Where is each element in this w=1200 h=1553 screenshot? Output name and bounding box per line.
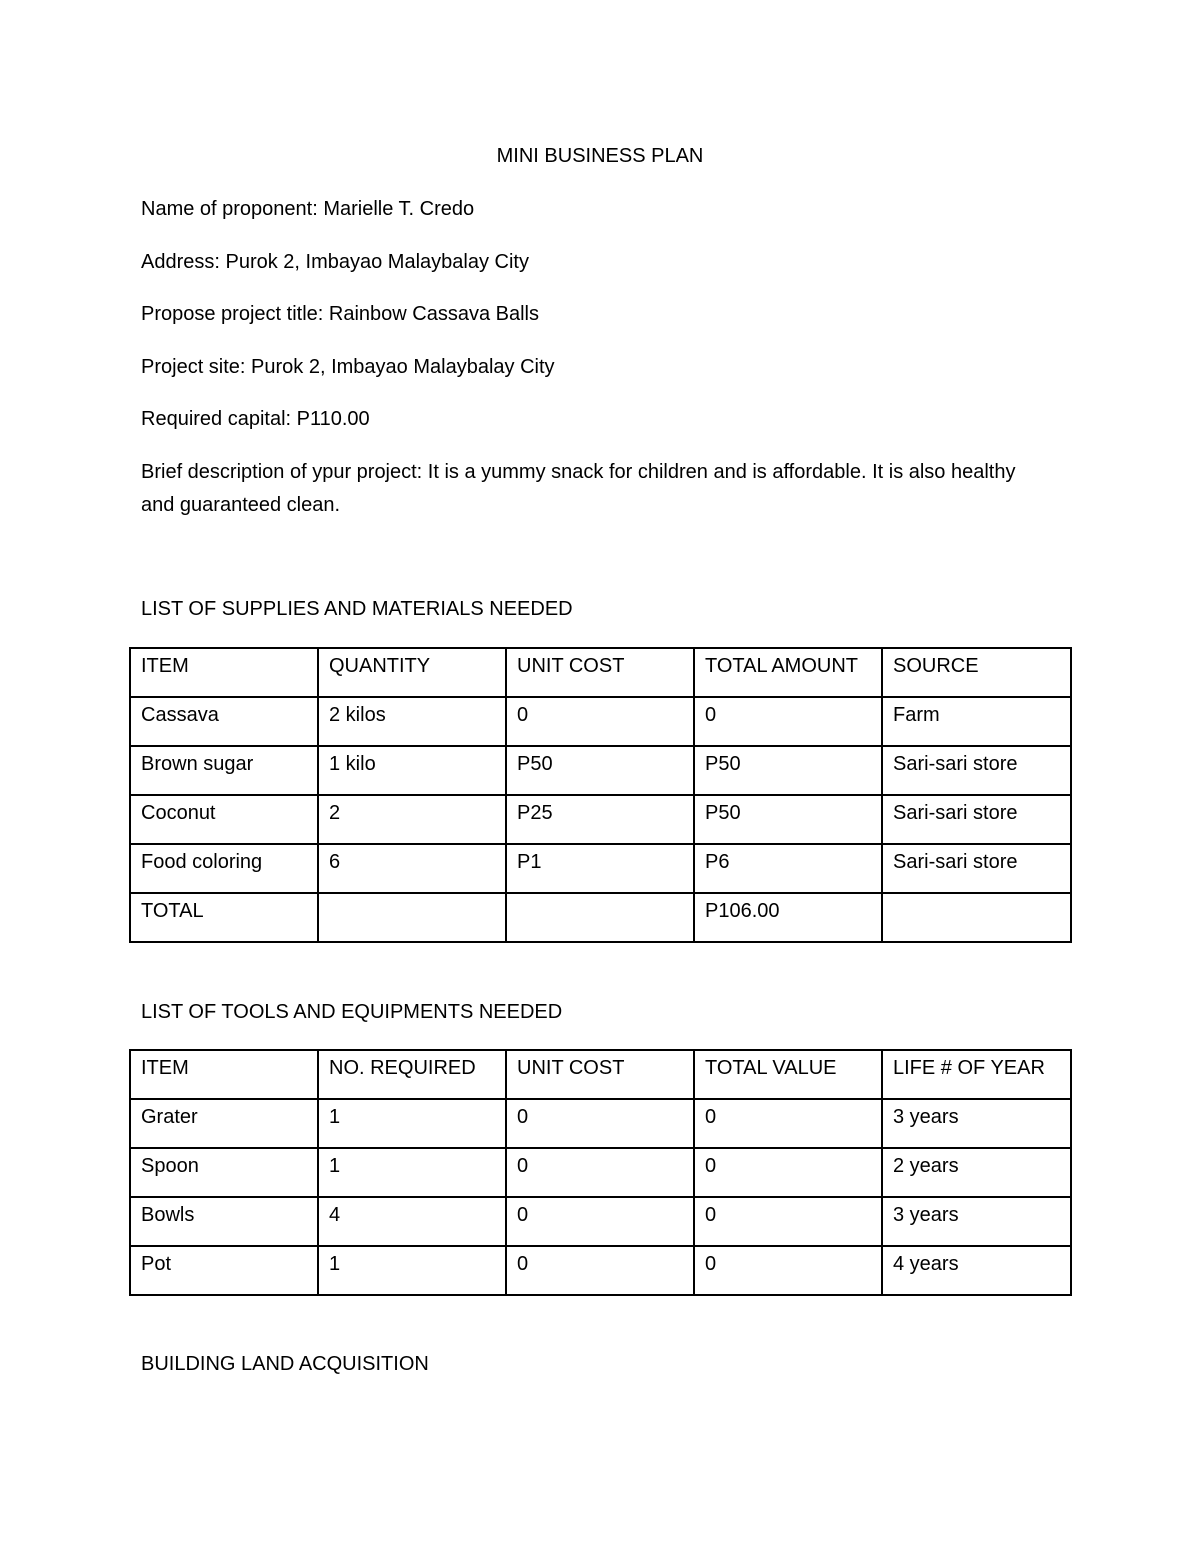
supplies-heading: LIST OF SUPPLIES AND MATERIALS NEEDED	[141, 598, 573, 620]
table-cell: Brown sugar	[130, 746, 318, 795]
table-cell: P106.00	[694, 893, 882, 942]
table-cell: Food coloring	[130, 844, 318, 893]
table-row	[130, 1099, 1071, 1148]
table-cell: 0	[694, 1148, 882, 1197]
table-cell: 1	[318, 1099, 506, 1148]
header-cell: NO. REQUIRED	[318, 1050, 506, 1099]
table-row	[130, 1246, 1071, 1295]
table-cell: Cassava	[130, 697, 318, 746]
table-cell: 0	[694, 1246, 882, 1295]
header-cell: TOTAL VALUE	[694, 1050, 882, 1099]
address: Address: Purok 2, Imbayao Malaybalay City	[141, 251, 529, 273]
table-cell: 3 years	[882, 1099, 1071, 1148]
table-cell: 0	[506, 1197, 694, 1246]
header-cell: ITEM	[130, 1050, 318, 1099]
table-cell: 2 kilos	[318, 697, 506, 746]
table-cell: 6	[318, 844, 506, 893]
table-row	[130, 1197, 1071, 1246]
required-capital: Required capital: P110.00	[141, 408, 370, 430]
header-cell: LIFE # OF YEAR	[882, 1050, 1071, 1099]
table-cell: P25	[506, 795, 694, 844]
table-cell	[882, 893, 1071, 942]
table-cell	[506, 893, 694, 942]
project-site: Project site: Purok 2, Imbayao Malaybalay City	[141, 356, 555, 378]
table-cell: 0	[694, 1099, 882, 1148]
table-cell: 3 years	[882, 1197, 1071, 1246]
table-cell: Sari-sari store	[882, 746, 1071, 795]
table-cell: Bowls	[130, 1197, 318, 1246]
table-cell: P50	[506, 746, 694, 795]
table-cell: P50	[694, 746, 882, 795]
table-cell: TOTAL	[130, 893, 318, 942]
building-heading: BUILDING LAND ACQUISITION	[141, 1353, 429, 1375]
table-cell: 0	[694, 1197, 882, 1246]
header-cell: UNIT COST	[506, 1050, 694, 1099]
table-cell: 0	[694, 697, 882, 746]
table-cell: 4 years	[882, 1246, 1071, 1295]
tools-table	[129, 1049, 1072, 1296]
table-cell: Farm	[882, 697, 1071, 746]
header-cell: SOURCE	[882, 648, 1071, 697]
table-cell: Pot	[130, 1246, 318, 1295]
table-cell: P1	[506, 844, 694, 893]
header-cell: UNIT COST	[506, 648, 694, 697]
table-total-row	[130, 893, 1071, 942]
table-cell	[318, 893, 506, 942]
table-row	[130, 697, 1071, 746]
supplies-table	[129, 647, 1072, 943]
table-header-row	[130, 1050, 1071, 1099]
table-cell: 1 kilo	[318, 746, 506, 795]
proponent-name: Name of proponent: Marielle T. Credo	[141, 198, 475, 220]
table-cell: 2 years	[882, 1148, 1071, 1197]
tools-heading: LIST OF TOOLS AND EQUIPMENTS NEEDED	[141, 1001, 563, 1023]
table-cell: Sari-sari store	[882, 795, 1071, 844]
project-title: Propose project title: Rainbow Cassava Balls	[141, 303, 539, 325]
project-description: Brief description of ypur project: It is a yummy snack for children and is affordable. It is also healthy and guaranteed clean.	[141, 461, 1016, 516]
table-cell: 4	[318, 1197, 506, 1246]
table-row	[130, 746, 1071, 795]
table-row	[130, 844, 1071, 893]
table-cell: 0	[506, 1099, 694, 1148]
table-cell: Grater	[130, 1099, 318, 1148]
table-header-row	[130, 648, 1071, 697]
table-cell: Spoon	[130, 1148, 318, 1197]
header-cell: ITEM	[130, 648, 318, 697]
table-cell: 2	[318, 795, 506, 844]
header-cell: TOTAL AMOUNT	[694, 648, 882, 697]
table-cell: 0	[506, 1148, 694, 1197]
table-cell: 1	[318, 1148, 506, 1197]
table-row	[130, 795, 1071, 844]
table-cell: Sari-sari store	[882, 844, 1071, 893]
table-cell: Coconut	[130, 795, 318, 844]
table-cell: P50	[694, 795, 882, 844]
table-cell: 0	[506, 1246, 694, 1295]
table-cell: 1	[318, 1246, 506, 1295]
document-title: MINI BUSINESS PLAN	[496, 145, 704, 167]
header-cell: QUANTITY	[318, 648, 506, 697]
table-cell: 0	[506, 697, 694, 746]
table-row	[130, 1148, 1071, 1197]
table-cell: P6	[694, 844, 882, 893]
